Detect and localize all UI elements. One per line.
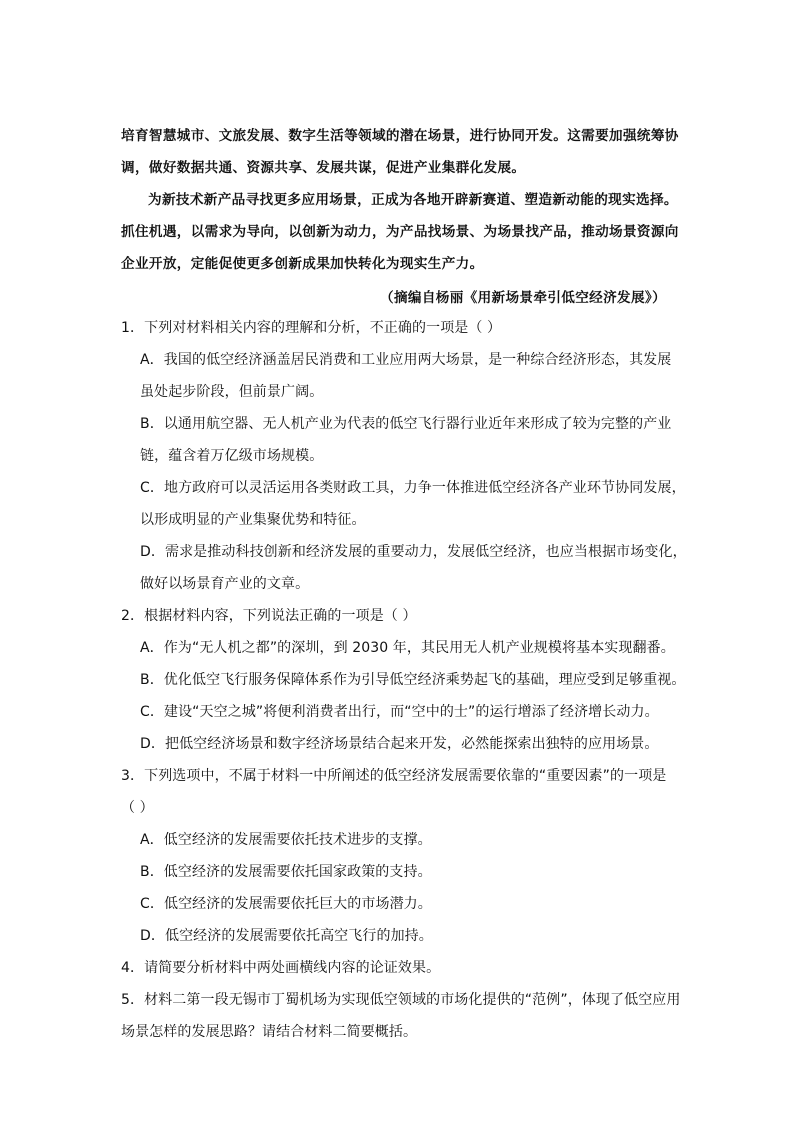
question-3-option-a: A．低空经济的发展需要依托技术进步的支撑。 (140, 832, 432, 848)
question-1-stem: 1．下列对材料相关内容的理解和分析，不正确的一项是（ ） (121, 320, 502, 336)
passage-paragraph-1-line-1: 培育智慧城市、文旅发展、数字生活等领域的潜在场景，进行协同开发。这需要加强统筹协 (121, 128, 679, 144)
question-1-option-c-line-2: 以形成明显的产业集聚优势和特征。 (140, 512, 366, 528)
passage-paragraph-2-line-2: 抓住机遇，以需求为导向，以创新为动力，为产品找场景、为场景找产品，推动场景资源向 (121, 224, 679, 240)
question-1-option-a-line-1: A．我国的低空经济涵盖居民消费和工业应用两大场景，是一种综合经济形态，其发展 (140, 352, 672, 368)
question-2-option-a: A．作为“无人机之都”的深圳，到 2030 年，其民用无人机产业规模将基本实现翻番。 (140, 640, 675, 656)
question-2-option-b: B．优化低空飞行服务保障体系作为引导低空经济乘势起飞的基础，理应受到足够重视。 (140, 672, 686, 688)
question-4-stem: 4．请简要分析材料中两处画横线内容的论证效果。 (121, 960, 441, 976)
question-3-stem-line-2: （ ） (121, 800, 154, 816)
question-1-option-d-line-2: 做好以场景育产业的文章。 (140, 576, 310, 592)
question-3-option-b: B．低空经济的发展需要依托国家政策的支持。 (140, 864, 432, 880)
question-1-option-a-line-2: 虽处起步阶段，但前景广阔。 (140, 384, 324, 400)
question-1-option-c-line-1: C．地方政府可以灵活运用各类财政工具，力争一体推进低空经济各产业环节协同发展， (140, 480, 686, 496)
question-1-option-b-line-2: 链，蕴含着万亿级市场规模。 (140, 448, 324, 464)
question-5-stem-line-2: 场景怎样的发展思路？请结合材料二简要概括。 (121, 1024, 418, 1040)
passage-paragraph-1-line-2: 调，做好数据共通、资源共享、发展共谋，促进产业集群化发展。 (121, 160, 526, 176)
passage-source: （摘编自杨丽《用新场景牵引低空经济发展》） (380, 290, 667, 306)
passage-paragraph-2-line-1: 为新技术新产品寻找更多应用场景，正成为各地开辟新赛道、塑造新动能的现实选择。 (148, 192, 678, 208)
question-3-option-d: D．低空经济的发展需要依托高空飞行的加持。 (140, 928, 433, 944)
question-1-option-b-line-1: B．以通用航空器、无人机产业为代表的低空飞行器行业近年来形成了较为完整的产业 (140, 416, 672, 432)
question-2-stem: 2．根据材料内容，下列说法正确的一项是（ ） (121, 608, 417, 624)
question-2-option-d: D．把低空经济场景和数字经济场景结合起来开发，必然能探索出独特的应用场景。 (140, 736, 659, 752)
passage-paragraph-2-line-3: 企业开放，定能促使更多创新成果加快转化为现实生产力。 (121, 256, 484, 272)
question-3-option-c: C．低空经济的发展需要依托巨大的市场潜力。 (140, 896, 432, 912)
question-2-option-c: C．建设“天空之城”将便利消费者出行，而“空中的士”的运行增添了经济增长动力。 (140, 704, 659, 720)
question-5-stem-line-1: 5．材料二第一段无锡市丁蜀机场为实现低空领域的市场化提供的“范例”，体现了低空应用 (121, 992, 681, 1008)
question-3-stem-line-1: 3．下列选项中，不属于材料一中所阐述的低空经济发展需要依靠的“重要因素”的一项是 (121, 768, 667, 784)
question-1-option-d-line-1: D．需求是推动科技创新和经济发展的重要动力，发展低空经济，也应当根据市场变化， (140, 544, 687, 560)
